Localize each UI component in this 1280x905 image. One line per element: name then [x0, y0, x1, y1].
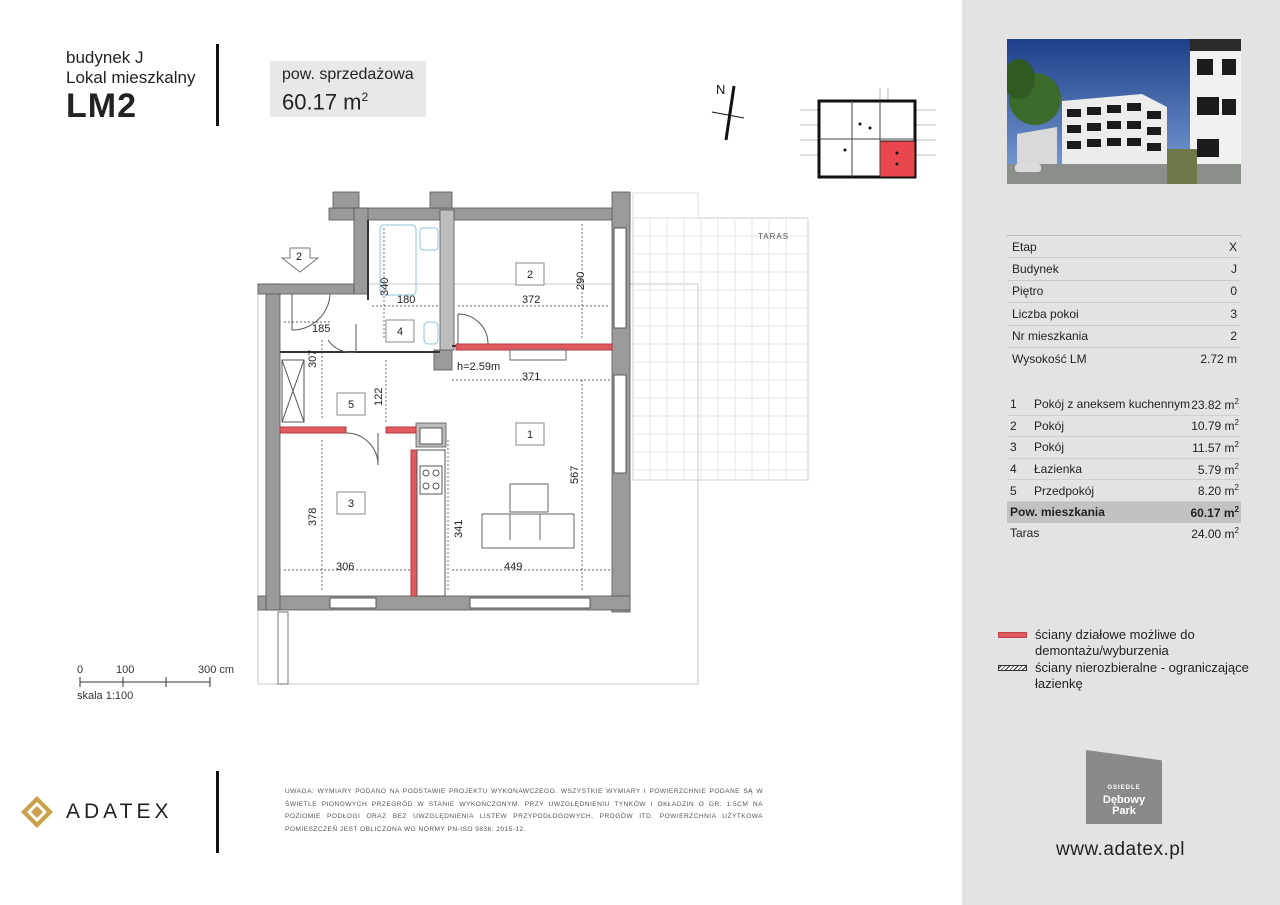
svg-text:306: 306: [336, 561, 355, 573]
svg-text:122: 122: [373, 387, 385, 406]
scale-tick-300: 300 cm: [198, 664, 235, 676]
svg-text:N: N: [716, 82, 726, 97]
svg-text:2: 2: [296, 251, 303, 263]
info-row-wysokosc: Wysokość LM 2.72 m: [1007, 347, 1241, 369]
room-row: 3 Pokój 11.57 $m^2$: [1007, 437, 1241, 459]
svg-text:378: 378: [307, 507, 319, 526]
room-row: 4 Łazienka 5.79 $m^2$: [1007, 459, 1241, 481]
kitchen-counter: [417, 428, 445, 596]
room-number-3: 3: [348, 498, 355, 510]
svg-text:340: 340: [379, 277, 391, 296]
ceiling-height-label: h=2.59m: [457, 361, 501, 373]
room-row: 5 Przedpokój 8.20 $m^2$: [1007, 480, 1241, 502]
entrance-arrow: [282, 248, 318, 272]
disclaimer-note: UWAGA: WYMIARY PODANO NA PODSTAWIE PROJEKTU WYKONAWCZEGO. WSZYSTKIE WYMIARY I POWIERZCHNIE PODANE SĄ W ŚWIETLE PIONOWYCH PRZEGRÓD W STANIE WYKOŃCZONYM. PRZY UWZGLĘDNIENIU TYNKÓW I OKŁADZIN O GR. 1.5CM NA POZIOMIE PODŁOGI ORAZ BEZ UWZGLĘDNIENIA LISTEW PRZYPODŁOGOWYCH, PROGÓW ITD. POWIERZCHNIA UŻYTKOWA POMIESZCZEŃ JEST OBLICZONA WG NORMY PN-ISO 9836: 2015-12.: [285, 788, 763, 833]
svg-text:567: 567: [569, 465, 581, 484]
info-row-liczba-pokoi: Liczba pokoi 3: [1007, 302, 1241, 324]
legend-item-structural: ściany nierozbieralne - ograniczające łazienkę: [998, 660, 1268, 692]
room-row: 2 Pokój 10.79 $m^2$: [1007, 416, 1241, 438]
website-link[interactable]: www.adatex.pl: [1056, 839, 1186, 860]
info-row-budynek: Budynek J: [1007, 257, 1241, 279]
scale-label: skala 1:100: [77, 690, 134, 702]
walls: [258, 192, 630, 612]
svg-text:180: 180: [397, 294, 416, 306]
building-label: budynek J: [66, 48, 144, 67]
svg-text:307: 307: [307, 349, 319, 368]
room-number-5: 5: [348, 399, 355, 411]
scale-tick-100: 100: [116, 664, 135, 676]
terrace-area-row: Taras 24.00 $m^2$: [1010, 525, 1239, 541]
sales-area-label: pow. sprzedażowa: [282, 66, 414, 83]
svg-text:371: 371: [522, 371, 541, 383]
adatex-wordmark: ADATEX: [66, 800, 173, 823]
svg-text:290: 290: [575, 271, 587, 290]
scale-tick-0: 0: [77, 664, 84, 676]
room-row: 1 Pokój z aneksem kuchennym 23.82 $m^2$: [1007, 394, 1241, 416]
sales-area-value: 60.17 $m^2$: [282, 89, 369, 115]
svg-text:185: 185: [312, 323, 331, 335]
room-number-4: 4: [397, 326, 404, 338]
svg-text:449: 449: [504, 561, 523, 573]
north-arrow-icon: [712, 82, 744, 140]
debowy-park-logo-text: OSIEDLE Dębowy Park: [1102, 785, 1146, 817]
total-area-row: Pow. mieszkania 60.17 $m^2$: [1007, 502, 1241, 523]
info-row-nr-mieszkania: Nr mieszkania 2: [1007, 325, 1241, 347]
removable-walls: [280, 344, 612, 596]
room-number-2: 2: [527, 269, 534, 281]
svg-text:341: 341: [453, 519, 465, 538]
unit-code: LM2: [66, 87, 137, 125]
terrace-area: [633, 193, 808, 480]
unit-type-label: Lokal mieszkalny: [66, 68, 196, 87]
svg-text:372: 372: [522, 294, 541, 306]
info-row-pietro: Piętro 0: [1007, 280, 1241, 302]
room-number-1: 1: [527, 429, 534, 441]
info-row-etap: Etap X: [1007, 235, 1241, 257]
terrace-label: TARAS: [758, 232, 790, 241]
legend-item-removable: ściany działowe możliwe do demontażu/wyburzenia: [998, 627, 1268, 659]
